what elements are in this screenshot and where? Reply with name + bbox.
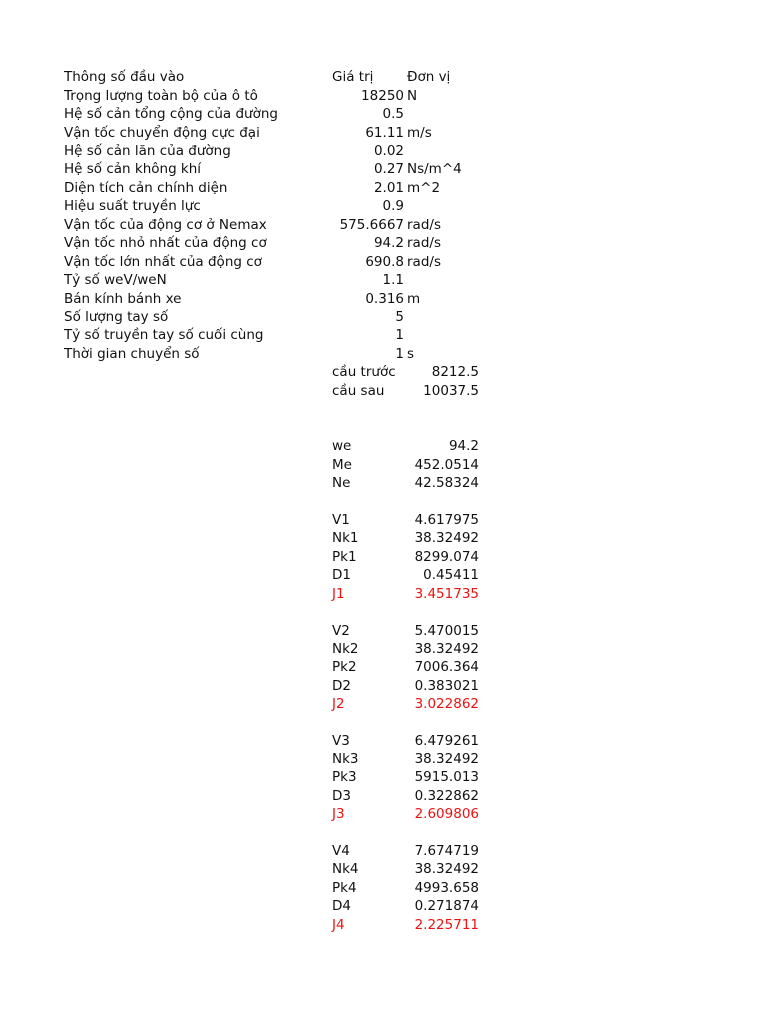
gear-row: [0, 640, 768, 658]
input-row: [0, 124, 768, 142]
gear-param-value: 38.32492: [414, 861, 479, 877]
gear-param-name: V4: [332, 843, 350, 859]
input-unit: rad/s: [407, 235, 441, 251]
input-label: Bán kính bánh xe: [64, 291, 182, 307]
gear-row: [0, 622, 768, 640]
gear-param-value: 2.609806: [414, 806, 479, 822]
input-label: Thời gian chuyển số: [64, 346, 200, 362]
gear-row: [0, 860, 768, 878]
input-label: Số lượng tay số: [64, 309, 169, 325]
gear-row: [0, 658, 768, 676]
gear-param-name: Nk1: [332, 530, 359, 546]
input-unit: m^2: [407, 180, 441, 196]
gear-param-value: 4993.658: [414, 880, 479, 896]
axle-row: [0, 382, 768, 400]
gear-row: [0, 842, 768, 860]
input-label: Hệ số cản lăn của đường: [64, 143, 231, 159]
gear-row: [0, 511, 768, 529]
input-label: Vận tốc của động cơ ở Nemax: [64, 217, 267, 233]
input-unit: s: [407, 346, 415, 362]
engine-value: 452.0514: [414, 457, 479, 473]
input-value: 0.9: [382, 198, 404, 214]
gear-param-name: J3: [332, 806, 345, 822]
input-unit: m/s: [407, 125, 432, 141]
input-row: [0, 271, 768, 289]
input-value: 0.5: [382, 106, 404, 122]
axle-value: 8212.5: [431, 364, 479, 380]
gear-param-name: D1: [332, 567, 351, 583]
engine-row: [0, 456, 768, 474]
engine-row: [0, 437, 768, 455]
input-unit: m: [407, 291, 421, 307]
input-value: 1: [395, 346, 404, 362]
header-param-label: Thông số đầu vào: [64, 69, 185, 85]
gear-param-value: 6.479261: [414, 733, 479, 749]
gear-param-name: Nk2: [332, 641, 359, 657]
input-label: Hệ số cản không khí: [64, 161, 202, 177]
input-unit: N: [407, 88, 418, 104]
input-value: 0.316: [365, 291, 404, 307]
input-label: Trọng lượng toàn bộ của ô tô: [64, 88, 258, 104]
gear-row: [0, 548, 768, 566]
gear-row-highlight: [0, 585, 768, 603]
input-row: [0, 216, 768, 234]
input-label: Hiệu suất truyền lực: [64, 198, 201, 214]
input-value: 2.01: [373, 180, 404, 196]
gear-param-name: J1: [332, 586, 345, 602]
input-unit: rad/s: [407, 254, 441, 270]
input-value: 0.02: [373, 143, 404, 159]
gear-param-name: Nk4: [332, 861, 359, 877]
input-row: [0, 142, 768, 160]
gear-param-value: 38.32492: [414, 751, 479, 767]
gear-param-value: 38.32492: [414, 530, 479, 546]
input-label: Vận tốc chuyển động cực đại: [64, 125, 260, 141]
input-row: [0, 105, 768, 123]
gear-param-value: 0.383021: [414, 678, 479, 694]
header-value-label: Giá trị: [332, 69, 374, 85]
gear-param-name: V3: [332, 733, 350, 749]
gear-param-value: 3.022862: [414, 696, 479, 712]
gear-row: [0, 879, 768, 897]
axle-name: cầu trước: [332, 364, 396, 380]
gear-param-name: Nk3: [332, 751, 359, 767]
input-label: Diện tích cản chính diện: [64, 180, 228, 196]
input-row: [0, 179, 768, 197]
input-row: [0, 197, 768, 215]
engine-value: 94.2: [448, 438, 479, 454]
input-value: 18250: [361, 88, 404, 104]
input-row: [0, 253, 768, 271]
axle-row: [0, 363, 768, 381]
header-row: [0, 68, 768, 86]
gear-row: [0, 750, 768, 768]
gear-param-value: 5915.013: [414, 769, 479, 785]
gear-row: [0, 787, 768, 805]
gear-row: [0, 768, 768, 786]
engine-name: Me: [332, 457, 352, 473]
gear-param-value: 38.32492: [414, 641, 479, 657]
gear-param-name: V1: [332, 512, 350, 528]
gear-param-value: 5.470015: [414, 623, 479, 639]
engine-row: [0, 474, 768, 492]
gear-param-name: Pk4: [332, 880, 357, 896]
gear-param-name: D3: [332, 788, 351, 804]
input-label: Tỷ số weV/weN: [64, 272, 167, 288]
engine-name: we: [332, 438, 352, 454]
input-label: Tỷ số truyền tay số cuối cùng: [64, 327, 264, 343]
input-row: [0, 290, 768, 308]
input-unit: rad/s: [407, 217, 441, 233]
gear-row-highlight: [0, 695, 768, 713]
input-row: [0, 87, 768, 105]
input-value: 690.8: [365, 254, 404, 270]
gear-param-value: 0.271874: [414, 898, 479, 914]
input-row: [0, 345, 768, 363]
input-unit: Ns/m^4: [407, 161, 462, 177]
gear-row: [0, 529, 768, 547]
gear-param-name: D2: [332, 678, 351, 694]
gear-param-value: 8299.074: [414, 549, 479, 565]
gear-param-value: 0.45411: [423, 567, 479, 583]
input-value: 0.27: [373, 161, 404, 177]
gear-param-value: 4.617975: [414, 512, 479, 528]
input-value: 1: [395, 327, 404, 343]
gear-param-name: Pk2: [332, 659, 357, 675]
gear-param-name: Pk1: [332, 549, 357, 565]
engine-value: 42.58324: [414, 475, 479, 491]
input-label: Hệ số cản tổng cộng của đường: [64, 106, 278, 122]
gear-row: [0, 677, 768, 695]
input-row: [0, 160, 768, 178]
gear-param-name: J2: [332, 696, 345, 712]
engine-name: Ne: [332, 475, 351, 491]
input-row: [0, 308, 768, 326]
gear-param-name: D4: [332, 898, 351, 914]
input-value: 1.1: [382, 272, 404, 288]
input-label: Vận tốc lớn nhất của động cơ: [64, 254, 262, 270]
gear-param-value: 3.451735: [414, 586, 479, 602]
input-label: Vận tốc nhỏ nhất của động cơ: [64, 235, 267, 251]
input-value: 5: [395, 309, 404, 325]
axle-name: cầu sau: [332, 383, 385, 399]
gear-param-value: 2.225711: [414, 917, 479, 933]
input-value: 61.11: [365, 125, 404, 141]
gear-param-value: 7006.364: [414, 659, 479, 675]
header-unit-label: Đơn vị: [407, 69, 451, 85]
input-value: 575.6667: [339, 217, 404, 233]
gear-row: [0, 732, 768, 750]
gear-row-highlight: [0, 916, 768, 934]
gear-row: [0, 566, 768, 584]
gear-row: [0, 897, 768, 915]
gear-param-value: 7.674719: [414, 843, 479, 859]
gear-param-name: V2: [332, 623, 350, 639]
axle-value: 10037.5: [423, 383, 479, 399]
gear-param-name: Pk3: [332, 769, 357, 785]
gear-row-highlight: [0, 805, 768, 823]
input-row: [0, 326, 768, 344]
input-row: [0, 234, 768, 252]
gear-param-value: 0.322862: [414, 788, 479, 804]
input-value: 94.2: [373, 235, 404, 251]
gear-param-name: J4: [332, 917, 345, 933]
